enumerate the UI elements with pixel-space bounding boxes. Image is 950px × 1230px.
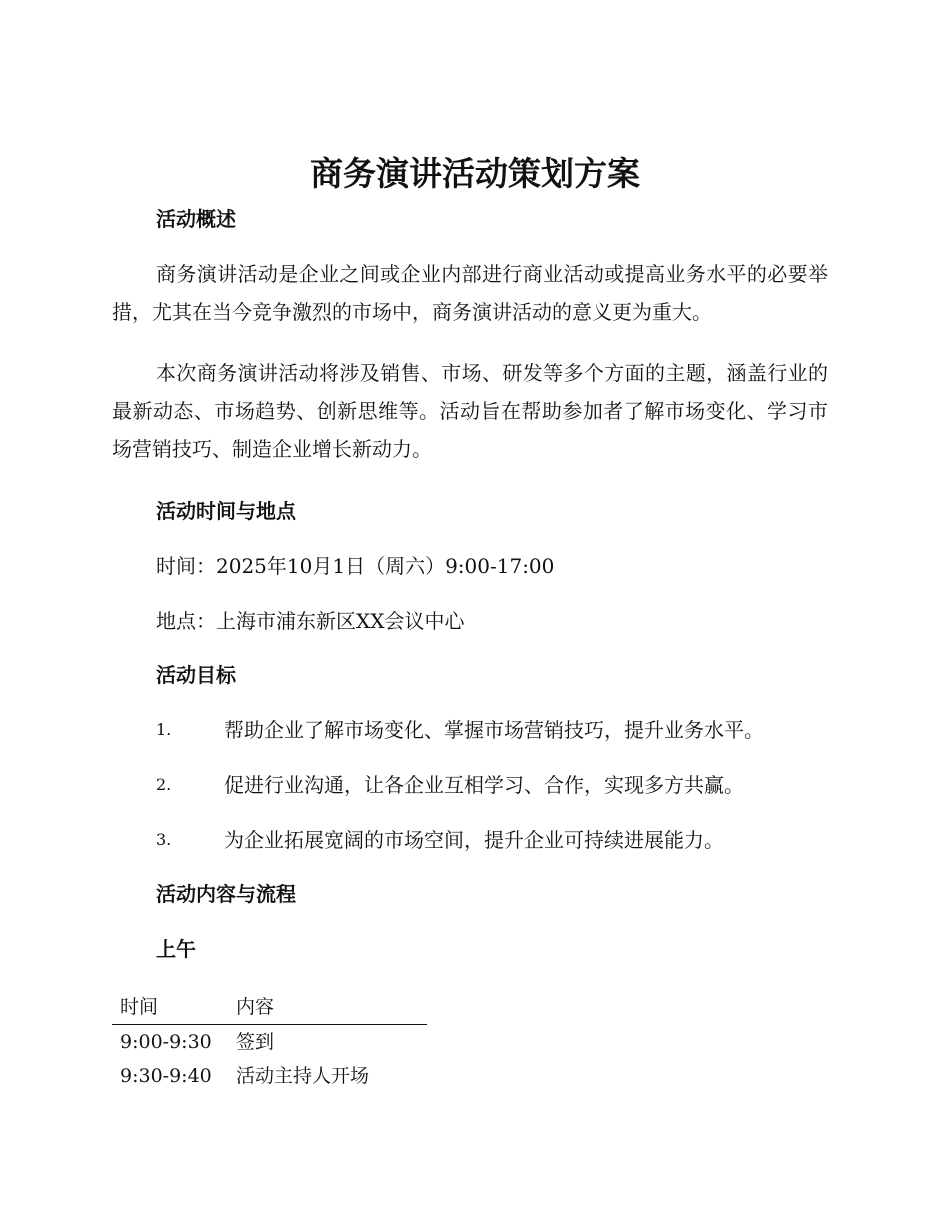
- section-heading-content-flow: 活动内容与流程: [156, 882, 296, 906]
- subheading-morning: 上午: [156, 937, 196, 961]
- table-cell-time: 9:00-9:30: [120, 1031, 212, 1053]
- event-time: 时间：2025年10月1日（周六）9:00-17:00: [156, 554, 555, 578]
- list-text: 促进行业沟通，让各企业互相学习、合作，实现多方共赢。: [224, 773, 744, 797]
- overview-paragraph-2: 本次商务演讲活动将涉及销售、市场、研发等多个方面的主题，涵盖行业的最新动态、市场趋势、创新思维等。活动旨在帮助参加者了解市场变化、学习市场营销技巧、制造企业增长新动力。: [112, 361, 828, 461]
- document-title: 商务演讲活动策划方案: [310, 154, 640, 193]
- table-header-row: [112, 990, 427, 1025]
- list-number: 1.: [156, 720, 172, 739]
- goal-list-item: [156, 770, 836, 800]
- section-heading-goals: 活动目标: [156, 663, 236, 687]
- goal-list-item: [156, 825, 836, 855]
- section-heading-overview: 活动概述: [156, 207, 236, 231]
- table-row: [112, 1025, 427, 1060]
- table-cell-content: 签到: [236, 1031, 275, 1053]
- table-cell-time: 9:30-9:40: [120, 1065, 212, 1087]
- event-place: 地点：上海市浦东新区XX会议中心: [156, 609, 465, 633]
- table-header-time: 时间: [112, 990, 228, 1025]
- table-row: [112, 1059, 427, 1093]
- list-number: 3.: [156, 830, 172, 849]
- table-header-content: 内容: [228, 990, 427, 1025]
- overview-paragraph-1: 商务演讲活动是企业之间或企业内部进行商业活动或提高业务水平的必要举措，尤其在当今竞争激烈的市场中，商务演讲活动的意义更为重大。: [112, 262, 828, 324]
- list-number: 2.: [156, 775, 172, 794]
- goal-list-item: [156, 715, 836, 745]
- list-text: 为企业拓展宽阔的市场空间，提升企业可持续进展能力。: [224, 828, 724, 852]
- table-cell-content: 活动主持人开场: [236, 1065, 370, 1087]
- schedule-table: [112, 990, 427, 1093]
- list-text: 帮助企业了解市场变化、掌握市场营销技巧，提升业务水平。: [224, 718, 764, 742]
- section-heading-time-place: 活动时间与地点: [156, 499, 296, 523]
